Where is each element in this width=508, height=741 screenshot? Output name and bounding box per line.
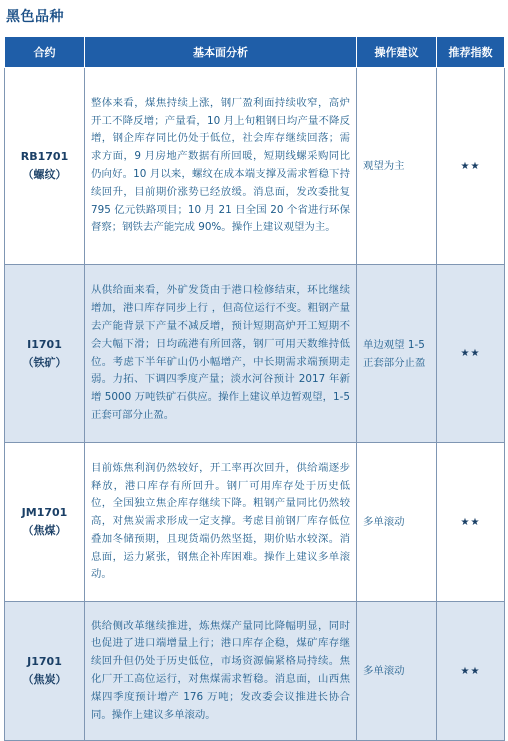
analysis-cell: 整体来看，煤焦持续上涨，钢厂盈利面持续收窄，高炉开工不降反增；产量看，10 月上旬粗钢日均产量不降反增，钢企库存同比仍处于低位，社会库存继续回落；需求方面，9 月房地产数据有所回暖，短期线螺采购同比仍向好。10 月以来，螺纹在成本端支撑及需求暂稳下持续回升，目前期价涨势已经放缓。消息面，发改委批复 795 亿元铁路项目；10 月 21 日全国 20 个省进行环保督察；钢铁去产能完成 90%。操作上建议观望为主。: [85, 68, 357, 265]
analysis-cell: 目前炼焦利润仍然较好，开工率再次回升，供给端逐步释放，港口库存有所回升。钢厂可用库存处于历史低位，全国独立焦企库存继续下降。粗钢产量同比仍然较高，对焦炭需求形成一定支撑。考虑目前钢厂库存低位叠加冬储预期，且现货端仍然坚挺，期价贴水较深。消息面，运力紧张，钢焦企补库困难。操作上建议多单滚动。: [85, 443, 357, 602]
advice-cell: 观望为主: [357, 68, 437, 265]
table-row: [5, 265, 505, 443]
header-rating: 推荐指数: [437, 37, 505, 68]
advice-cell: 多单滚动: [357, 602, 437, 741]
contract-name: （铁矿）: [22, 355, 67, 369]
section-title: 黑色品种: [6, 9, 64, 25]
header-contract: 合约: [5, 37, 85, 68]
contract-cell: [5, 443, 85, 602]
advice-cell: 单边观望 1-5 正套部分止盈: [357, 265, 437, 443]
contract-name: （螺纹）: [22, 168, 67, 181]
table-row: [5, 602, 505, 741]
contract-cell: [5, 265, 85, 443]
contract-code: RB1701: [20, 150, 69, 163]
contract-name: （焦炭）: [22, 673, 67, 686]
contract-name: （焦煤）: [22, 524, 67, 537]
contract-code: J1701: [27, 655, 62, 668]
table-header-row: [5, 37, 505, 68]
contract-code: JM1701: [21, 506, 68, 519]
rating-stars: ★★: [437, 265, 505, 443]
contract-cell: [5, 602, 85, 741]
contract-code: I1701: [27, 337, 62, 351]
table-row: [5, 443, 505, 602]
analysis-cell: 从供给面来看，外矿发货由于港口检修结束，环比继续增加，港口库存同步上行 ，但高位运行不变。粗钢产量去产能背景下产量不减反增，预计短期高炉开工短期不会大幅下滑；日均疏港有所回落，钢厂可用天数维持低位。考虑下半年矿山仍小幅增产，中长期需求端预期走弱。力拓、下调四季度产量；淡水河谷预计 2017 年新增 5000 万吨铁矿石供应。操作上建议单边暂观望，1-5 正套可部分止盈。: [85, 265, 357, 443]
table-row: [5, 68, 505, 265]
rating-stars: ★★: [437, 68, 505, 265]
contract-cell: [5, 68, 85, 265]
rating-stars: ★★: [437, 443, 505, 602]
rating-stars: ★★: [437, 602, 505, 741]
header-analysis: 基本面分析: [85, 37, 357, 68]
advice-cell: 多单滚动: [357, 443, 437, 602]
analysis-cell: 供给侧改革继续推进，炼焦煤产量同比降幅明显，同时也促进了进口端增量上行；港口库存企稳，煤矿库存继续回升但仍处于历史低位，市场资源偏紧格局持续。焦化厂开工高位运行，对焦煤需求暂稳。消息面，山西焦煤四季度预计增产 176 万吨；发改委会议推进长协合同。操作上建议多单滚动。: [85, 602, 357, 741]
header-advice: 操作建议: [357, 37, 437, 68]
commodity-table: [4, 36, 505, 741]
